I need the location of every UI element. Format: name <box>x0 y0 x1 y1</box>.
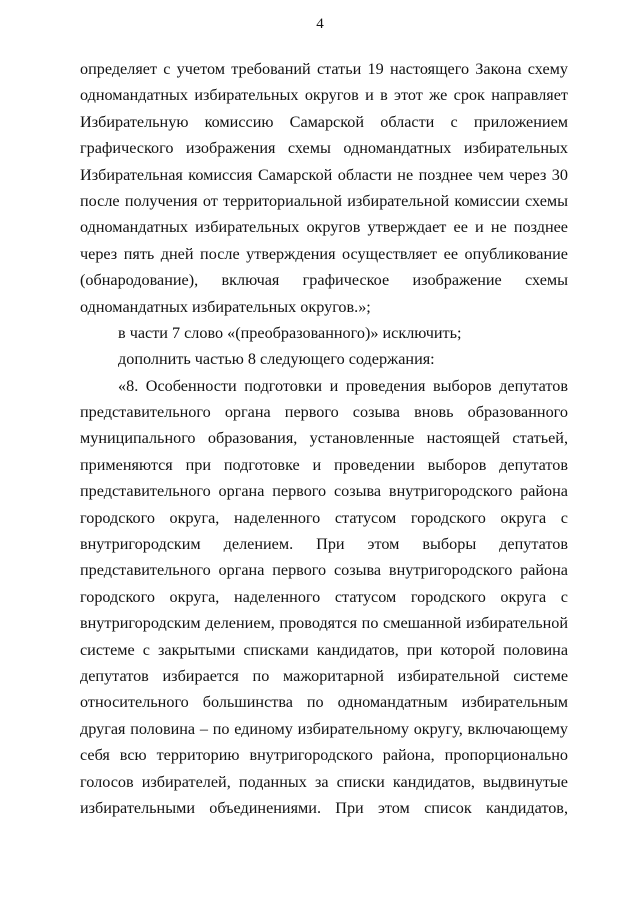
text-line: депутатов избирается по мажоритарной избирательной системе <box>80 666 568 685</box>
text-line: голосов избирателей, поданных за списки кандидатов, выдвинутые <box>80 772 568 791</box>
text-line: после получения от территориальной избирательной комиссии схемы <box>80 191 568 210</box>
text-line: представительного органа первого созыва внутригородского района <box>80 561 568 580</box>
text-line: Избирательную комиссию Самарской области с приложением <box>80 112 568 131</box>
text-line: применяются при подготовке и проведении выборов депутатов <box>80 455 568 474</box>
text-line: Избирательная комиссия Самарской области не позднее чем через 30 <box>80 165 568 184</box>
document-body <box>80 56 568 821</box>
text-line: представительного органа первого созыва внутригородского района <box>80 482 568 501</box>
text-line: внутригородским делением. При этом выборы депутатов <box>80 535 568 554</box>
text-line: себя всю территорию внутригородского района, пропорционально <box>80 746 568 765</box>
text-line: дополнить частью 8 следующего содержания: <box>118 350 435 369</box>
text-line: одномандатных избирательных округов утверждает ее и не позднее <box>80 218 568 237</box>
text-line: системе с закрытыми списками кандидатов, при которой половина <box>80 640 568 659</box>
text-line: графического изображения схемы одномандатных избирательных <box>80 139 568 158</box>
text-line: (обнародование), включая графическое изображение схемы <box>80 271 568 290</box>
page-number: 4 <box>316 16 324 32</box>
text-line: «8. Особенности подготовки и проведения выборов депутатов <box>118 376 568 395</box>
text-line: относительного большинства по одномандатным избирательным <box>80 693 568 712</box>
text-line: городского округа, наделенного статусом городского округа с <box>80 508 568 527</box>
text-line: одномандатных избирательных округов.»; <box>80 297 371 316</box>
text-line: определяет с учетом требований статьи 19 настоящего Закона схему <box>80 60 568 78</box>
text-line: муниципального образования, установленные настоящей статьей, <box>80 429 568 448</box>
text-line: одномандатных избирательных округов и в этот же срок направляет <box>80 86 568 105</box>
text-line: представительного органа первого созыва вновь образованного <box>80 403 568 422</box>
text-line: внутригородским делением, проводятся по смешанной избирательной <box>80 614 568 633</box>
text-line: через пять дней после утверждения осуществляет ее опубликование <box>80 244 568 263</box>
text-line: избирательными объединениями. При этом список кандидатов, <box>80 798 568 817</box>
text-line: городского округа, наделенного статусом городского округа с <box>80 587 568 606</box>
text-line: другая половина – по единому избирательному округу, включающему <box>80 719 568 738</box>
text-line: в части 7 слово «(преобразованного)» исключить; <box>118 323 462 342</box>
